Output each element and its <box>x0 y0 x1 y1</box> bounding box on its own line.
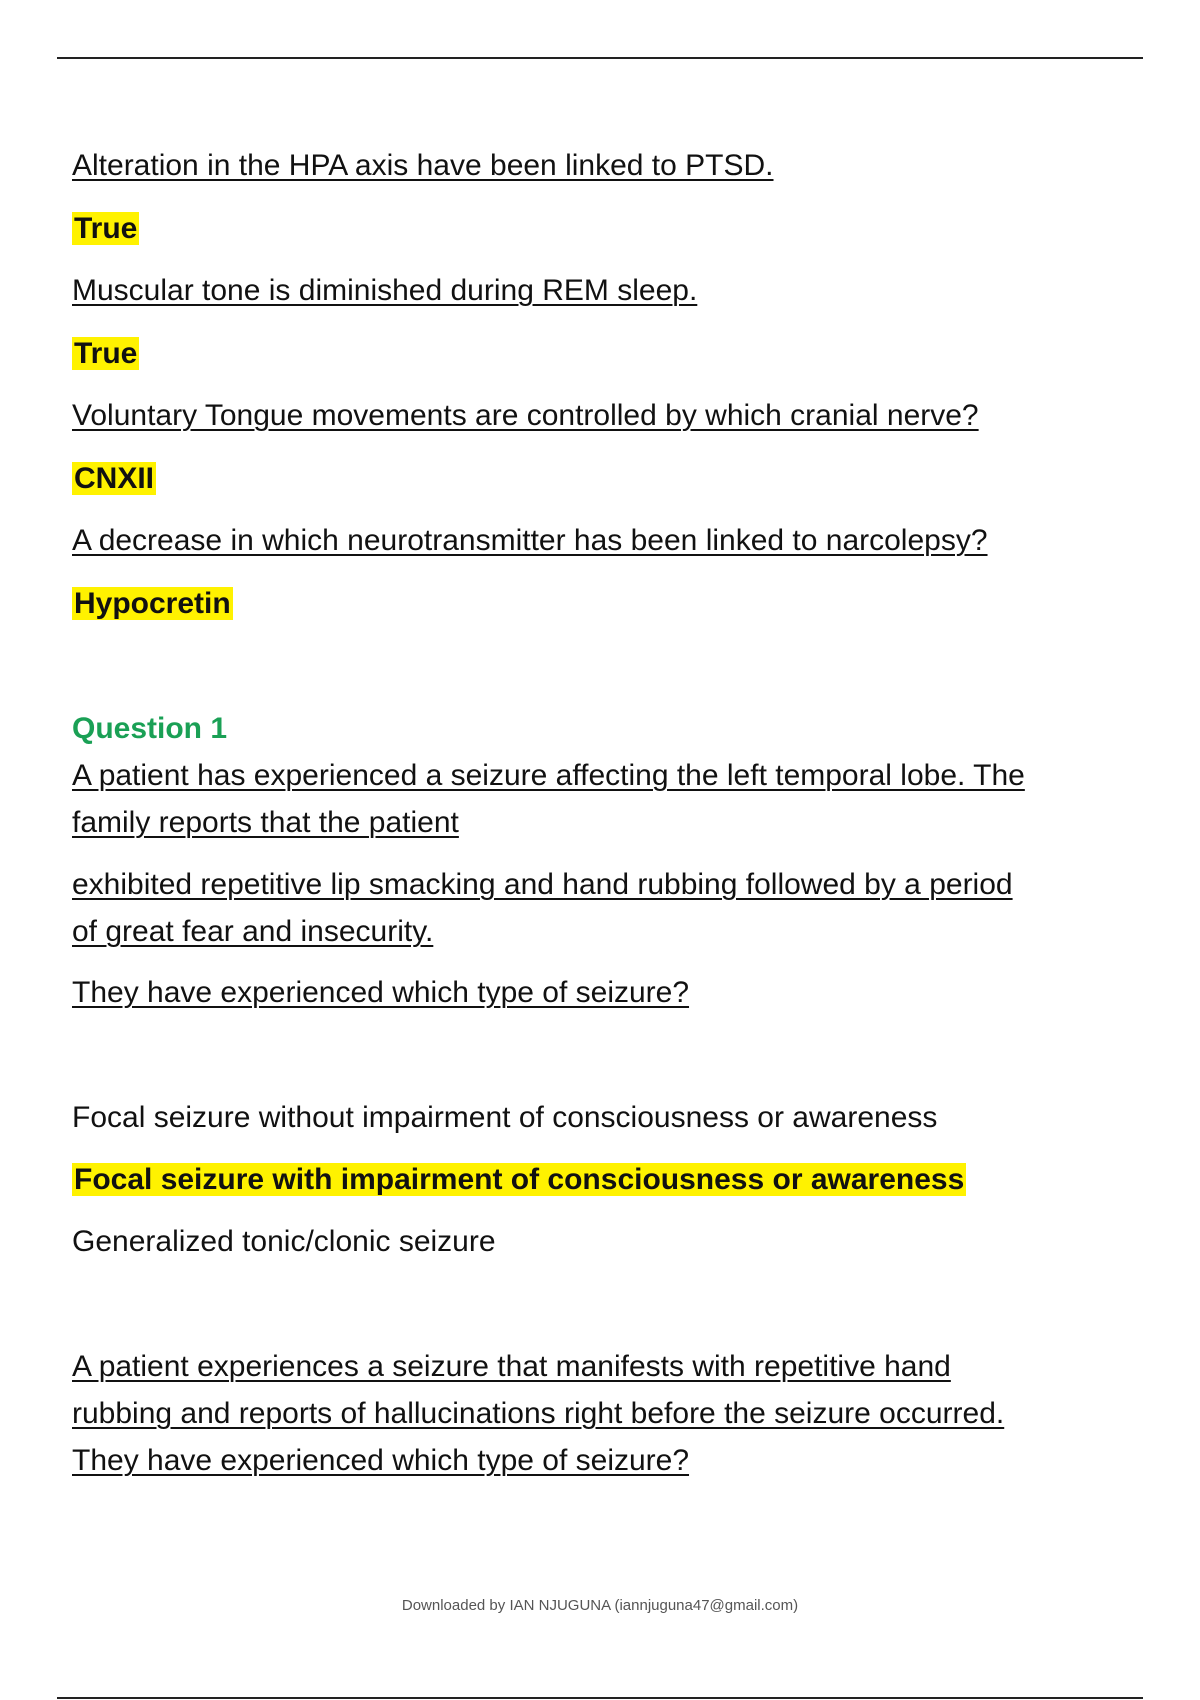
qa-answer-3 <box>72 456 156 502</box>
qa-question-3: Voluntary Tongue movements are controlled by which cranial nerve? <box>72 399 979 432</box>
qa-question-2: Muscular tone is diminished during REM sleep. <box>72 274 698 307</box>
correct-option-highlight: Focal seizure with impairment of consciousness or awareness <box>74 1163 965 1196</box>
question-heading: Question 1 <box>72 712 228 745</box>
top-rule <box>57 57 1143 59</box>
question1-option-2 <box>72 1157 966 1203</box>
question1-option-1: Focal seizure without impairment of consciousness or awareness <box>72 1101 938 1134</box>
question2-stem-line: A patient experiences a seizure that manifests with repetitive hand <box>72 1350 951 1383</box>
question2-stem-line: rubbing and reports of hallucinations right before the seizure occurred. <box>72 1397 1005 1430</box>
question1-option-3: Generalized tonic/clonic seizure <box>72 1225 496 1258</box>
qa-question-1: Alteration in the HPA axis have been linked to PTSD. <box>72 149 774 182</box>
question1-stem-line: exhibited repetitive lip smacking and hand rubbing followed by a period <box>72 868 1013 901</box>
bottom-rule <box>57 1697 1143 1699</box>
qa-answer-2 <box>72 331 139 377</box>
answer-highlight: Hypocretin <box>74 587 231 620</box>
qa-answer-1 <box>72 206 139 252</box>
question1-stem-line: A patient has experienced a seizure affecting the left temporal lobe. The <box>72 759 1025 792</box>
question1-stem-line: of great fear and insecurity. <box>72 915 434 948</box>
download-footer: Downloaded by IAN NJUGUNA (iannjuguna47@gmail.com) <box>401 1597 799 1614</box>
question1-stem-line: They have experienced which type of seizure? <box>72 976 690 1009</box>
qa-question-4: A decrease in which neurotransmitter has been linked to narcolepsy? <box>72 524 988 557</box>
qa-answer-4 <box>72 581 233 627</box>
answer-highlight: True <box>74 337 138 370</box>
question1-stem-line: family reports that the patient <box>72 806 459 839</box>
answer-highlight: True <box>74 212 138 245</box>
answer-highlight: CNXII <box>74 462 155 495</box>
question2-stem-line: They have experienced which type of seizure? <box>72 1444 690 1477</box>
